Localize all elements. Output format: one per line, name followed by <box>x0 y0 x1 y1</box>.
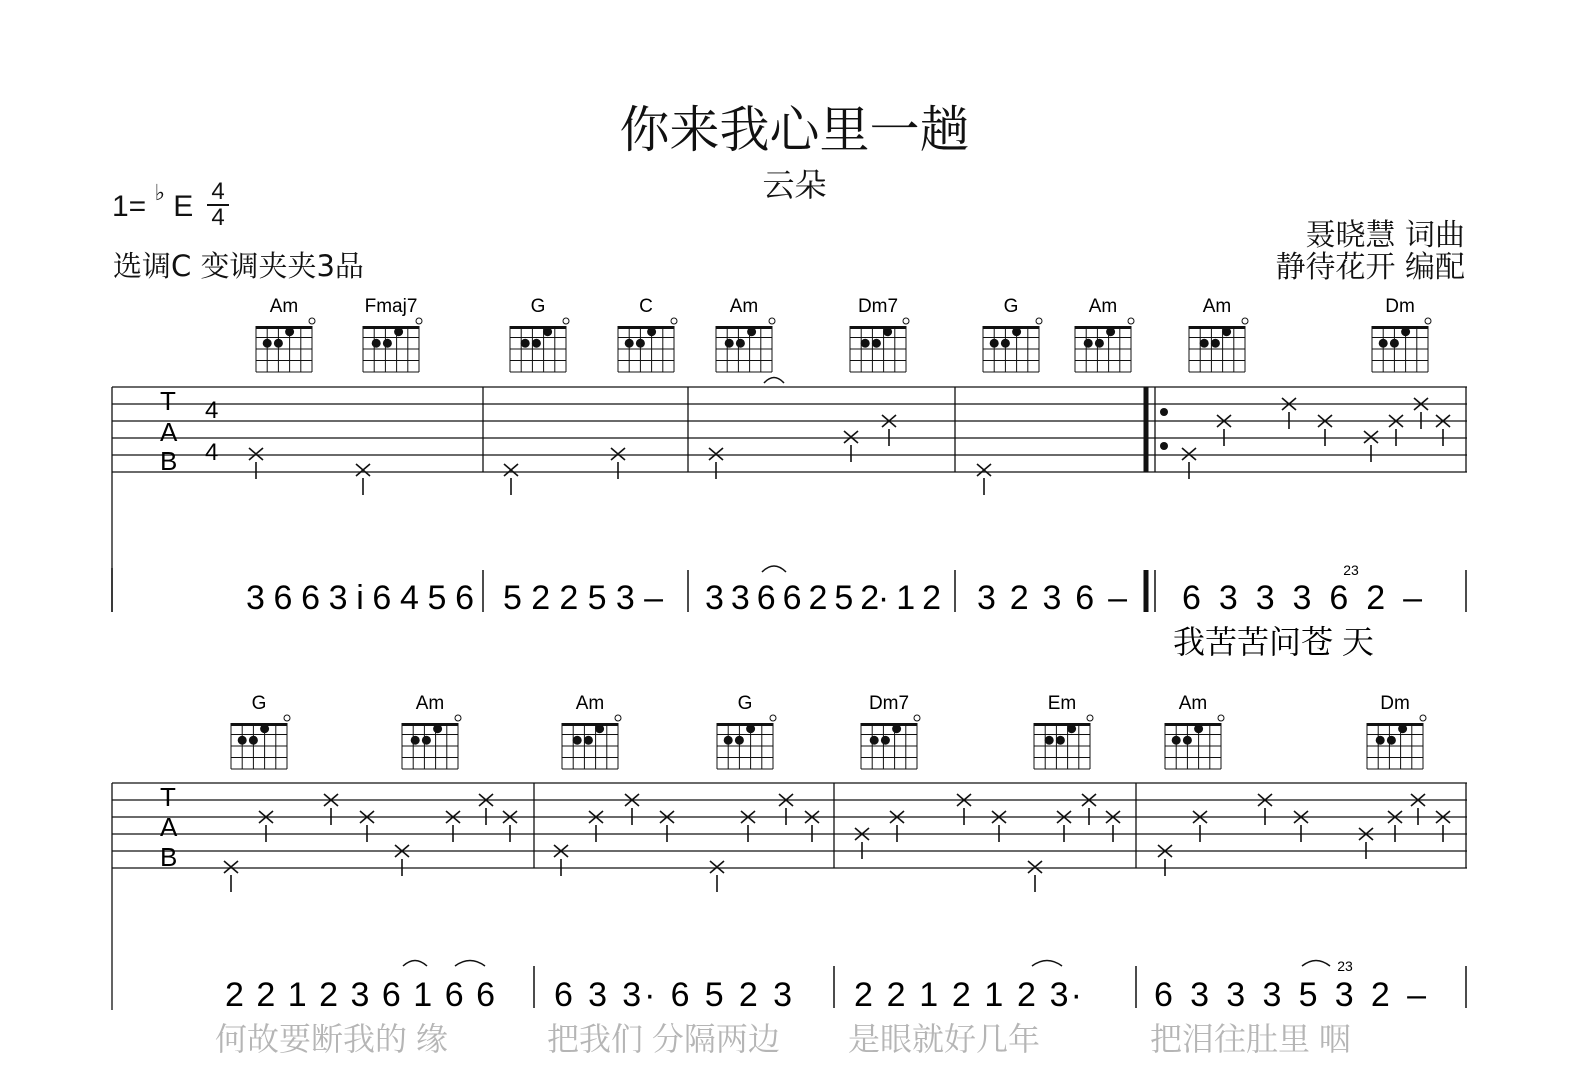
slurs <box>403 378 1330 967</box>
chord-finger-dot <box>1379 339 1388 348</box>
chord-finger-dot <box>1390 339 1399 348</box>
chord-diagram <box>1034 693 1093 769</box>
tab-x-mark <box>882 415 896 446</box>
chord-nut <box>618 326 674 329</box>
tab-x-mark <box>1158 845 1172 876</box>
chord-finger-dot <box>411 736 420 745</box>
chord-finger-dot <box>1194 724 1203 733</box>
capo-note: 选调C 变调夹夹3品 <box>113 249 364 283</box>
notation-measure-4: 3 2 3 6 – <box>977 579 1127 617</box>
chord-nut <box>850 326 906 329</box>
chord-finger-dot <box>861 339 870 348</box>
key-flat: ♭ <box>154 180 165 205</box>
lyric-line-2: 把我们 分隔两边 <box>547 1021 780 1057</box>
chord-finger-dot <box>1067 724 1076 733</box>
tab-notes-system-1 <box>249 398 1450 495</box>
chord-diagram <box>1165 693 1224 769</box>
chord-nut <box>1367 723 1423 726</box>
open-string-marker <box>615 715 621 721</box>
tab-x-mark <box>1057 811 1071 842</box>
chord-name: G <box>251 693 267 714</box>
chord-name: Am <box>1088 296 1118 317</box>
chord-nut <box>231 723 287 726</box>
chord-nut <box>1165 723 1221 726</box>
chord-name: Am <box>269 296 299 317</box>
chord-finger-dot <box>881 736 890 745</box>
tab-clef-b-2: B <box>160 842 178 872</box>
tab-x-mark <box>1028 861 1042 892</box>
chord-diagram <box>1189 296 1248 372</box>
chord-finger-dot <box>746 724 755 733</box>
chord-finger-dot <box>543 327 552 336</box>
chord-finger-dot <box>1222 327 1231 336</box>
chord-finger-dot <box>573 736 582 745</box>
chord-finger-dot <box>1398 724 1407 733</box>
chord-finger-dot <box>1172 736 1181 745</box>
tab-x-mark <box>395 845 409 876</box>
chord-finger-dot <box>595 724 604 733</box>
key-letter: E <box>173 190 194 223</box>
chord-diagram <box>1075 296 1134 372</box>
tab-time-top: 4 <box>205 397 219 424</box>
tab-x-mark <box>805 811 819 842</box>
tab-x-mark <box>1258 794 1272 825</box>
tab-x-mark <box>1182 448 1196 479</box>
notation-measure-9: 6 3 3 3 5 3 2 – <box>1154 976 1426 1014</box>
tab-x-mark <box>589 811 603 842</box>
notation-measure-6: 2 2 1 2 3 6 1 6 6 <box>225 976 495 1014</box>
open-string-marker <box>455 715 461 721</box>
grace-note-label-2: 23 <box>1337 958 1353 974</box>
chord-name: Dm7 <box>868 693 910 714</box>
chord-nut <box>1189 326 1245 329</box>
chord-nut <box>983 326 1039 329</box>
chord-diagrams-system-2 <box>231 693 1426 769</box>
chord-diagram <box>363 296 422 372</box>
tab-x-mark <box>259 811 273 842</box>
chord-finger-dot <box>372 339 381 348</box>
grace-note-label-1: 23 <box>1343 562 1359 578</box>
chord-finger-dot <box>1200 339 1209 348</box>
tab-x-mark <box>1217 415 1231 446</box>
tab-x-mark <box>710 861 724 892</box>
chord-finger-dot <box>647 327 656 336</box>
open-string-marker <box>770 715 776 721</box>
open-string-marker <box>1128 318 1134 324</box>
chord-finger-dot <box>521 339 530 348</box>
chord-finger-dot <box>990 339 999 348</box>
tab-x-mark <box>249 448 263 479</box>
open-string-marker <box>416 318 422 324</box>
chord-finger-dot <box>1387 736 1396 745</box>
notation-measure-8: 2 2 1 2 1 2 3· <box>854 976 1082 1014</box>
lyric-line-4: 把泪往肚里 咽 <box>1150 1021 1351 1057</box>
chord-nut <box>1372 326 1428 329</box>
tab-x-mark <box>446 811 460 842</box>
chord-name: Dm <box>1380 693 1410 714</box>
tab-x-mark <box>855 828 869 859</box>
tab-x-mark <box>1106 811 1120 842</box>
chord-nut <box>1075 326 1131 329</box>
chord-finger-dot <box>735 736 744 745</box>
open-string-marker <box>1218 715 1224 721</box>
chord-diagram <box>850 296 909 372</box>
time-bottom: 4 <box>211 204 225 231</box>
tab-x-mark <box>1359 828 1373 859</box>
tab-x-mark <box>324 794 338 825</box>
tab-x-mark <box>360 811 374 842</box>
tab-clef-t-2: T <box>160 782 176 812</box>
tab-x-mark <box>844 431 858 462</box>
tab-x-mark <box>977 464 991 495</box>
open-string-marker <box>309 318 315 324</box>
chord-finger-dot <box>1211 339 1220 348</box>
chord-finger-dot <box>383 339 392 348</box>
chord-diagram <box>231 693 290 769</box>
chord-nut <box>717 723 773 726</box>
open-string-marker <box>563 318 569 324</box>
repeat-dot <box>1160 408 1168 416</box>
tab-x-mark <box>503 811 517 842</box>
chord-diagram <box>1372 296 1431 372</box>
chord-finger-dot <box>285 327 294 336</box>
open-string-marker <box>284 715 290 721</box>
chord-finger-dot <box>260 724 269 733</box>
chord-nut <box>1034 723 1090 726</box>
chord-finger-dot <box>1056 736 1065 745</box>
tab-x-mark <box>1436 811 1450 842</box>
tab-x-mark <box>625 794 639 825</box>
jianpu-system-1 <box>246 579 1422 617</box>
chord-name: Am <box>575 693 605 714</box>
chord-finger-dot <box>1045 736 1054 745</box>
open-string-marker <box>1242 318 1248 324</box>
chord-finger-dot <box>724 736 733 745</box>
tab-x-mark <box>1388 811 1402 842</box>
open-string-marker <box>914 715 920 721</box>
chord-diagram <box>618 296 677 372</box>
chord-nut <box>402 723 458 726</box>
tab-clef-a-2: A <box>160 812 178 842</box>
chord-name: Am <box>1178 693 1208 714</box>
chord-finger-dot <box>1084 339 1093 348</box>
tab-clef-t-1: T <box>160 386 176 416</box>
chord-finger-dot <box>1012 327 1021 336</box>
artist-name: 云朵 <box>762 166 827 204</box>
tab-x-mark <box>611 448 625 479</box>
notation-measure-7: 6 3 3· 6 5 2 3 <box>554 976 792 1014</box>
chord-finger-dot <box>892 724 901 733</box>
arranger-credit: 静待花开 编配 <box>1275 250 1465 285</box>
tab-x-mark <box>741 811 755 842</box>
chord-finger-dot <box>422 736 431 745</box>
open-string-marker <box>1420 715 1426 721</box>
chord-name: Am <box>729 296 759 317</box>
tab-time-bottom: 4 <box>205 439 219 466</box>
chord-finger-dot <box>1106 327 1115 336</box>
chord-finger-dot <box>274 339 283 348</box>
chord-name: Am <box>415 693 445 714</box>
tab-x-mark <box>1436 415 1450 446</box>
chord-finger-dot <box>1001 339 1010 348</box>
chord-diagrams-system-1 <box>256 296 1431 372</box>
tab-x-mark <box>1294 811 1308 842</box>
time-top: 4 <box>211 178 225 205</box>
chord-finger-dot <box>625 339 634 348</box>
chord-diagram <box>562 693 621 769</box>
chord-finger-dot <box>1095 339 1104 348</box>
chord-name: Am <box>1202 296 1232 317</box>
tab-x-mark <box>224 861 238 892</box>
chord-nut <box>716 326 772 329</box>
chord-finger-dot <box>238 736 247 745</box>
chord-finger-dot <box>532 339 541 348</box>
notation-measure-1: 3 6 6 3 i 6 4 5 6 <box>246 579 474 617</box>
chord-finger-dot <box>636 339 645 348</box>
chord-diagram <box>717 693 776 769</box>
tab-x-mark <box>1282 398 1296 429</box>
chord-finger-dot <box>747 327 756 336</box>
chord-finger-dot <box>1183 736 1192 745</box>
chord-nut <box>510 326 566 329</box>
chord-name: Em <box>1047 693 1077 714</box>
chord-nut <box>562 723 618 726</box>
song-title: 你来我心里一趟 <box>619 101 970 159</box>
chord-finger-dot <box>394 327 403 336</box>
chord-finger-dot <box>433 724 442 733</box>
chord-finger-dot <box>736 339 745 348</box>
chord-finger-dot <box>883 327 892 336</box>
tab-clef-a-1: A <box>160 417 178 447</box>
tab-x-mark <box>1364 431 1378 462</box>
lyrics-system-1: 我苦苦问苍 天 <box>1173 624 1374 660</box>
chord-finger-dot <box>1376 736 1385 745</box>
tab-x-mark <box>479 794 493 825</box>
chord-diagram <box>510 296 569 372</box>
chord-name: Dm <box>1385 296 1415 317</box>
open-string-marker <box>903 318 909 324</box>
tab-clef-b-1: B <box>160 446 178 476</box>
notation-measure-3: 3 3 6 6 2 5 2· 1 2 <box>705 579 941 617</box>
tab-x-mark <box>660 811 674 842</box>
chord-name: G <box>1003 296 1019 317</box>
chord-nut <box>256 326 312 329</box>
chord-name: G <box>737 693 753 714</box>
chord-diagram <box>256 296 315 372</box>
tab-x-mark <box>1082 794 1096 825</box>
open-string-marker <box>1087 715 1093 721</box>
chord-finger-dot <box>872 339 881 348</box>
lyric-line-3: 是眼就好几年 <box>848 1021 1041 1057</box>
tab-x-mark <box>890 811 904 842</box>
tab-notes-system-2 <box>224 794 1450 892</box>
key-prefix: 1= <box>112 190 147 223</box>
chord-finger-dot <box>249 736 258 745</box>
chord-name: C <box>639 296 653 317</box>
chord-finger-dot <box>584 736 593 745</box>
chord-diagram <box>716 296 775 372</box>
open-string-marker <box>1036 318 1042 324</box>
chord-finger-dot <box>1401 327 1410 336</box>
open-string-marker <box>769 318 775 324</box>
tab-x-mark <box>1193 811 1207 842</box>
chord-diagram <box>861 693 920 769</box>
open-string-marker <box>671 318 677 324</box>
chord-diagram <box>983 296 1042 372</box>
chord-diagram <box>402 693 461 769</box>
chord-nut <box>861 723 917 726</box>
notation-measure-5: 6 3 3 3 6 2 – <box>1182 579 1422 617</box>
tab-x-mark <box>1389 415 1403 446</box>
chord-finger-dot <box>263 339 272 348</box>
tab-x-mark <box>1411 794 1425 825</box>
jianpu-system-2 <box>225 976 1426 1014</box>
tab-x-mark <box>992 811 1006 842</box>
chord-diagram <box>1367 693 1426 769</box>
lyrics-system-2 <box>215 1021 1351 1057</box>
tab-x-mark <box>779 794 793 825</box>
open-string-marker <box>1425 318 1431 324</box>
tab-x-mark <box>504 464 518 495</box>
chord-name: G <box>530 296 546 317</box>
chord-finger-dot <box>725 339 734 348</box>
notation-measure-2: 5 2 2 5 3 – <box>503 579 663 617</box>
tab-x-mark <box>1318 415 1332 446</box>
tab-x-mark <box>709 448 723 479</box>
chord-name: Dm7 <box>857 296 899 317</box>
chord-name: Fmaj7 <box>364 296 418 317</box>
chord-nut <box>363 326 419 329</box>
tab-x-mark <box>1414 398 1428 429</box>
chord-finger-dot <box>870 736 879 745</box>
tab-x-mark <box>356 464 370 495</box>
lyricist-credit: 聂晓慧 词曲 <box>1305 218 1465 253</box>
tab-x-mark <box>554 845 568 876</box>
repeat-dot <box>1160 442 1168 450</box>
tab-x-mark <box>957 794 971 825</box>
lyric-line-1: 何故要断我的 缘 <box>215 1021 448 1057</box>
